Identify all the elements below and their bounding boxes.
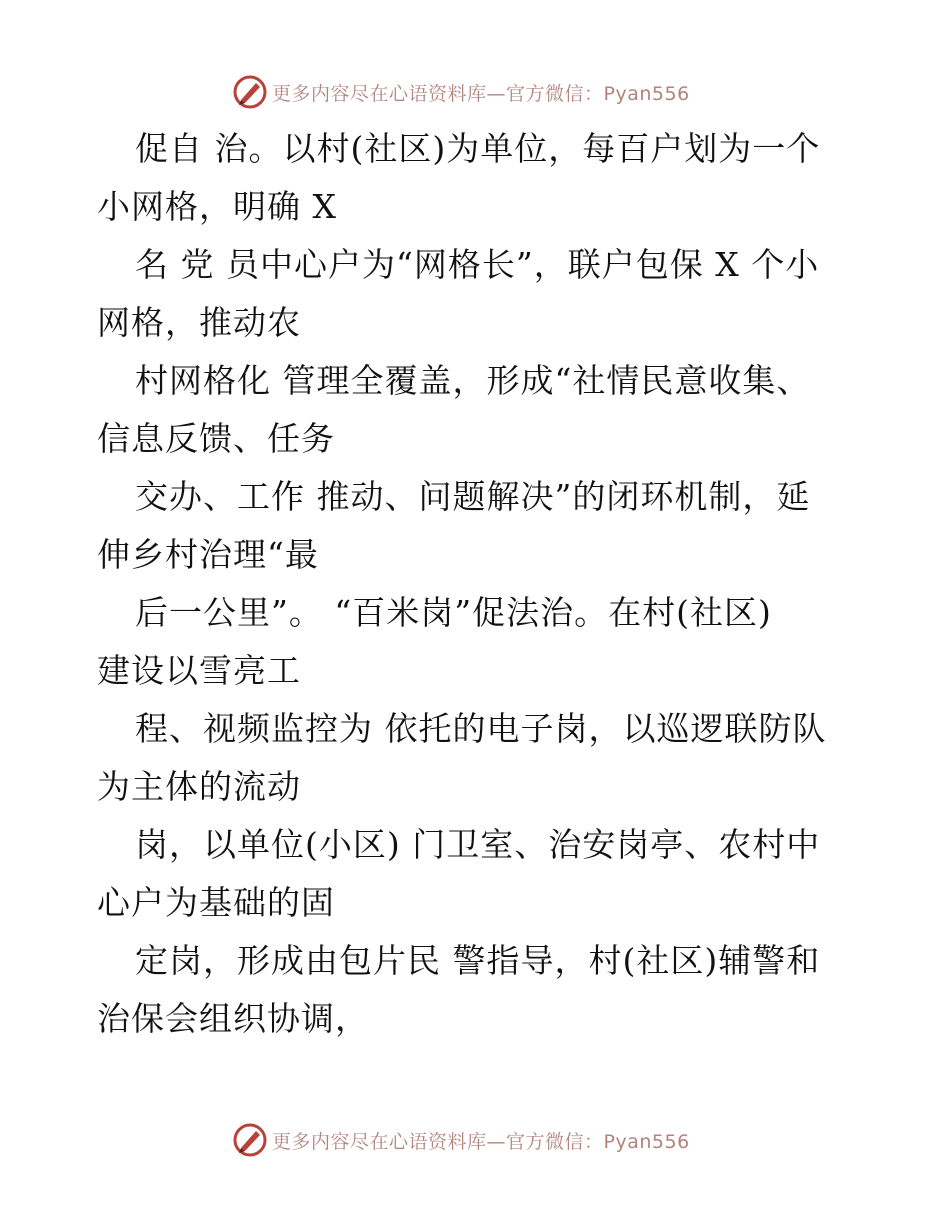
text-line: 岗，以单位(小区) 门卫室、治安岗亭、农村中: [135, 825, 821, 864]
text-line: 后一公里”。 “百米岗”促法治。在村(社区): [135, 593, 772, 632]
text-line: 促自 治。以村(社区)为单位，每百户划为一个: [135, 129, 821, 168]
text-line: 为主体的流动: [97, 767, 301, 806]
text-line: 心户为基础的固: [97, 883, 335, 922]
watermark-text: 更多内容尽在心语资料库—官方微信：Pyan556: [272, 82, 690, 105]
text-line: 伸乡村治理“最: [97, 535, 319, 574]
text-line: 交办、工作 推动、问题解决”的闭环机制，延: [135, 477, 811, 516]
text-line: 定岗，形成由包片民 警指导，村(社区)辅警和: [135, 941, 821, 980]
document-body: [97, 120, 847, 1048]
text-line: 村网格化 管理全覆盖，形成“社情民意收集、: [135, 361, 811, 400]
header-watermark: [232, 72, 690, 112]
text-line: 程、视频监控为 依托的电子岗，以巡逻联防队: [135, 709, 827, 748]
pen-logo-icon: [232, 1122, 268, 1158]
text-line: 网格，推动农: [97, 303, 301, 342]
text-line: 建设以雪亮工: [97, 651, 301, 690]
text-line: 名 党 员中心户为“网格长”，联户包保 X 个小: [135, 245, 820, 284]
text-line: 小网格，明确 X: [97, 187, 337, 226]
pen-logo-icon: [232, 74, 268, 110]
text-line: 信息反馈、任务: [97, 419, 335, 458]
text-line: 治保会组织协调，: [97, 999, 369, 1038]
watermark-text: 更多内容尽在心语资料库—官方微信：Pyan556: [272, 1130, 690, 1153]
footer-watermark: [232, 1120, 690, 1160]
